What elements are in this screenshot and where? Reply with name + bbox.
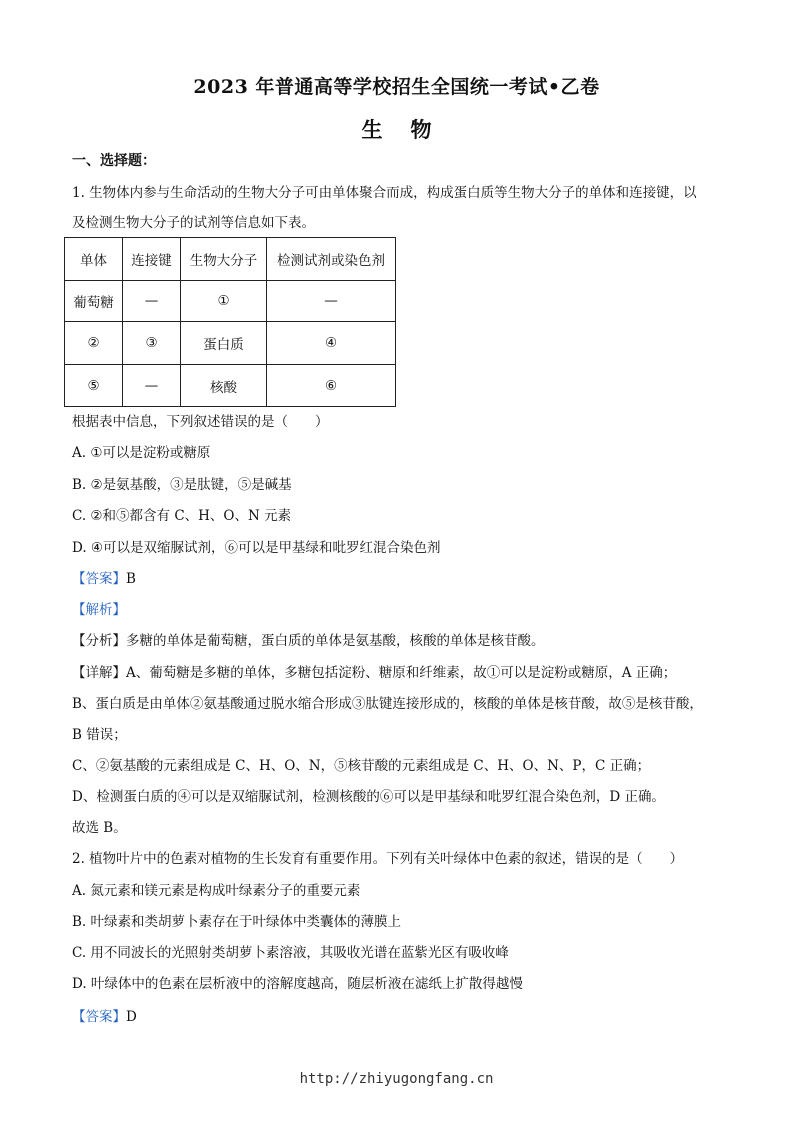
table-cell: 蛋白质 (181, 322, 267, 365)
q1-fenxi (72, 632, 545, 650)
table-cell: — (123, 281, 181, 322)
xiangjie-text: A、葡萄糖是多糖的单体，多糖包括淀粉、糖原和纤维素，故①可以是淀粉或糖原，A 正确； (126, 665, 677, 681)
table-row (65, 281, 396, 322)
table-cell: 核酸 (181, 365, 267, 407)
table-header-cell: 检测试剂或染色剂 (267, 238, 396, 281)
q1-stem-line1: 1. 生物体内参与生命活动的生物大分子可由单体聚合而成，构成蛋白质等生物大分子的单体和连接键，以 (72, 185, 697, 201)
q1-option-a: A. ①可以是淀粉或糖原 (72, 445, 211, 461)
q1-stem-line2: 及检测生物大分子的试剂等信息如下表。 (72, 215, 315, 231)
q1-option-b: B. ②是氨基酸，③是肽键，⑤是碱基 (72, 477, 292, 493)
answer-tag: 【答案】 (72, 571, 126, 587)
q2-answer (72, 1008, 137, 1026)
table-cell: 葡萄糖 (65, 281, 123, 322)
table-cell: ① (181, 281, 267, 322)
q1-xiangjie-4: C、②氨基酸的元素组成是 C、H、O、N，⑤核苷酸的元素组成是 C、H、O、N、P，C 正确； (72, 758, 651, 774)
table-header-row (65, 238, 396, 281)
table-cell: ② (65, 322, 123, 365)
q1-question: 根据表中信息，下列叙述错误的是（ ） (72, 414, 329, 430)
q2-option-d: D. 叶绿体中的色素在层析液中的溶解度越高，随层析液在滤纸上扩散得越慢 (72, 976, 523, 992)
table-cell: — (267, 281, 396, 322)
q2-stem: 2. 植物叶片中的色素对植物的生长发育有重要作用。下列有关叶绿体中色素的叙述，错误的是（ ） (72, 851, 684, 867)
q1-xiangjie-3: B 错误； (72, 727, 127, 743)
table-header-cell: 生物大分子 (181, 238, 267, 281)
table-row (65, 365, 396, 407)
analysis-tag: 【解析】 (72, 602, 126, 618)
footer-url[interactable]: http://zhiyugongfang.cn (299, 1071, 494, 1087)
q1-table (64, 237, 396, 407)
fenxi-tag: 【分析】 (72, 633, 126, 649)
table-cell: ⑤ (65, 365, 123, 407)
table-header-cell: 连接键 (123, 238, 181, 281)
table-cell: — (123, 365, 181, 407)
xiangjie-tag: 【详解】 (72, 665, 126, 681)
answer-value: D (126, 1009, 137, 1025)
q1-xiangjie-1 (72, 664, 676, 682)
exam-title: 2023 年普通高等学校招生全国统一考试•乙卷 (193, 76, 600, 98)
q2-option-a: A. 氮元素和镁元素是构成叶绿素分子的重要元素 (72, 883, 361, 899)
table-cell: ③ (123, 322, 181, 365)
q2-option-b: B. 叶绿素和类胡萝卜素存在于叶绿体中类囊体的薄膜上 (72, 914, 402, 930)
table-cell: ⑥ (267, 365, 396, 407)
q1-xiangjie-5: D、检测蛋白质的④可以是双缩脲试剂，检测核酸的⑥可以是甲基绿和吡罗红混合染色剂，D 正确。 (72, 789, 665, 805)
answer-value: B (126, 571, 136, 587)
q1-answer (72, 570, 136, 588)
section-heading: 一、选择题： (72, 153, 156, 169)
q1-conclusion: 故选 B。 (72, 820, 127, 836)
q1-option-c: C. ②和⑤都含有 C、H、O、N 元素 (72, 508, 292, 524)
answer-tag: 【答案】 (72, 1009, 126, 1025)
table-header-cell: 单体 (65, 238, 123, 281)
q1-option-d: D. ④可以是双缩脲试剂，⑥可以是甲基绿和吡罗红混合染色剂 (72, 540, 441, 556)
fenxi-text: 多糖的单体是葡萄糖，蛋白质的单体是氨基酸，核酸的单体是核苷酸。 (126, 633, 545, 649)
q1-xiangjie-2: B、蛋白质是由单体②氨基酸通过脱水缩合形成③肽键连接形成的，核酸的单体是核苷酸，故⑤是核苷酸， (72, 696, 703, 712)
subject-title: 生物 (361, 117, 460, 142)
table-cell: ④ (267, 322, 396, 365)
table-row (65, 322, 396, 365)
q2-option-c: C. 用不同波长的光照射类胡萝卜素溶液，其吸收光谱在蓝紫光区有吸收峰 (72, 945, 509, 961)
